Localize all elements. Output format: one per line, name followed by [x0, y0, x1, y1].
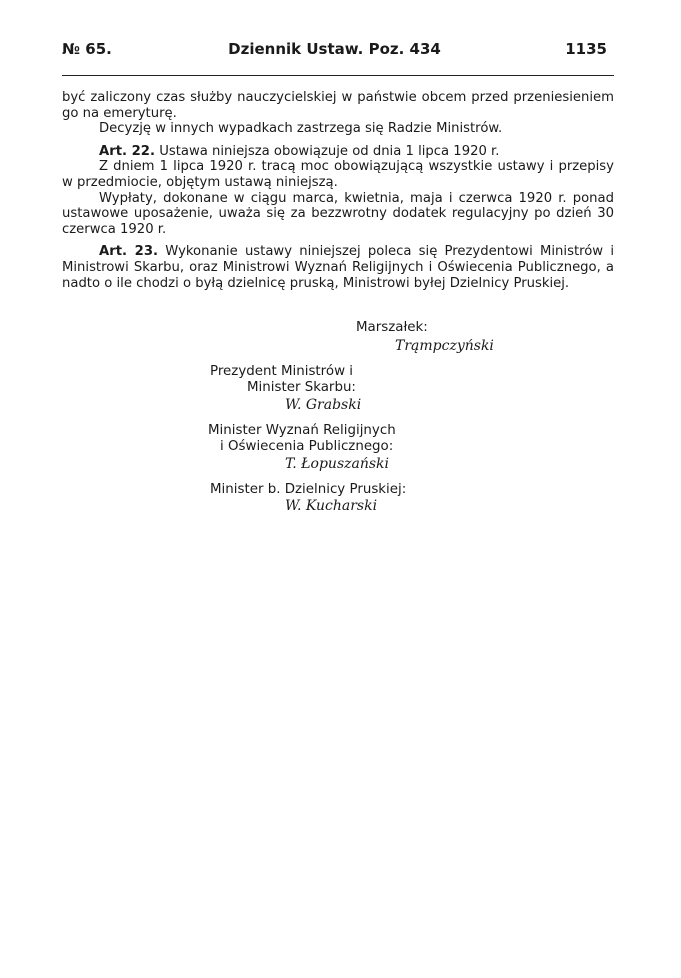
article-23-text: Wykonanie ustawy niniejszej poleca się Prezydentowi Ministrów i Ministrowi Skarbu, oraz Ministrowi Wyznań Religijnych i Oświecenia Publicznego, a nadto o ile chodzi o byłą dzielnicę pruską, Ministrowi byłej Dzielnicy Pruskiej.: [62, 244, 614, 291]
paragraph-payments: Wypłaty, dokonane w ciągu marca, kwietnia, maja i czerwca 1920 r. ponad ustawowe uposażenie, uważa się za bezzwrotny dodatek regulacyjny po dzień 30 czerwca 1920 r.: [62, 190, 614, 237]
issue-number: № 65.: [62, 40, 112, 58]
paragraph-repeal: Z dniem 1 lipca 1920 r. tracą moc obowiązującą wszystkie ustawy i przepisy w przedmiocie, objętym ustawą niniejszą.: [62, 159, 614, 190]
document-body: [62, 90, 614, 291]
journal-title: Dziennik Ustaw. Poz. 434: [228, 40, 441, 58]
prime-minister-signature: W. Grabski: [285, 397, 362, 413]
prime-minister-role-line2: Minister Skarbu:: [247, 379, 356, 395]
education-minister-role-line1: Minister Wyznań Religijnych: [208, 423, 396, 438]
prussian-minister-role: Minister b. Dzielnicy Pruskiej:: [210, 482, 407, 497]
article-22-text: Ustawa niniejsza obowiązuje od dnia 1 lipca 1920 r.: [159, 143, 500, 159]
paragraph-continuation: być zaliczony czas służby nauczycielskiej w państwie obcem przed przeniesieniem go na emeryturę.: [62, 90, 614, 121]
prime-minister-role: [210, 364, 450, 395]
article-23-label: Art. 23.: [99, 244, 159, 260]
prussian-minister-signature: W. Kucharski: [285, 498, 378, 514]
education-minister-role: [208, 423, 468, 454]
page-header: [62, 38, 607, 60]
education-minister-role-line2: i Oświecenia Publicznego:: [220, 438, 394, 454]
page-number: 1135: [565, 40, 607, 58]
article-23: [62, 244, 614, 291]
education-minister-signature: T. Łopuszański: [285, 456, 390, 472]
marshal-signature: Trąmpczyński: [395, 338, 494, 354]
paragraph-decision: Decyzję w innych wypadkach zastrzega się Radzie Ministrów.: [99, 121, 503, 137]
marshal-role: Marszałek:: [356, 320, 428, 335]
article-22-label: Art. 22.: [99, 143, 155, 159]
prime-minister-role-line1: Prezydent Ministrów i: [210, 364, 354, 379]
header-divider: [62, 75, 614, 76]
article-22: [62, 144, 614, 160]
